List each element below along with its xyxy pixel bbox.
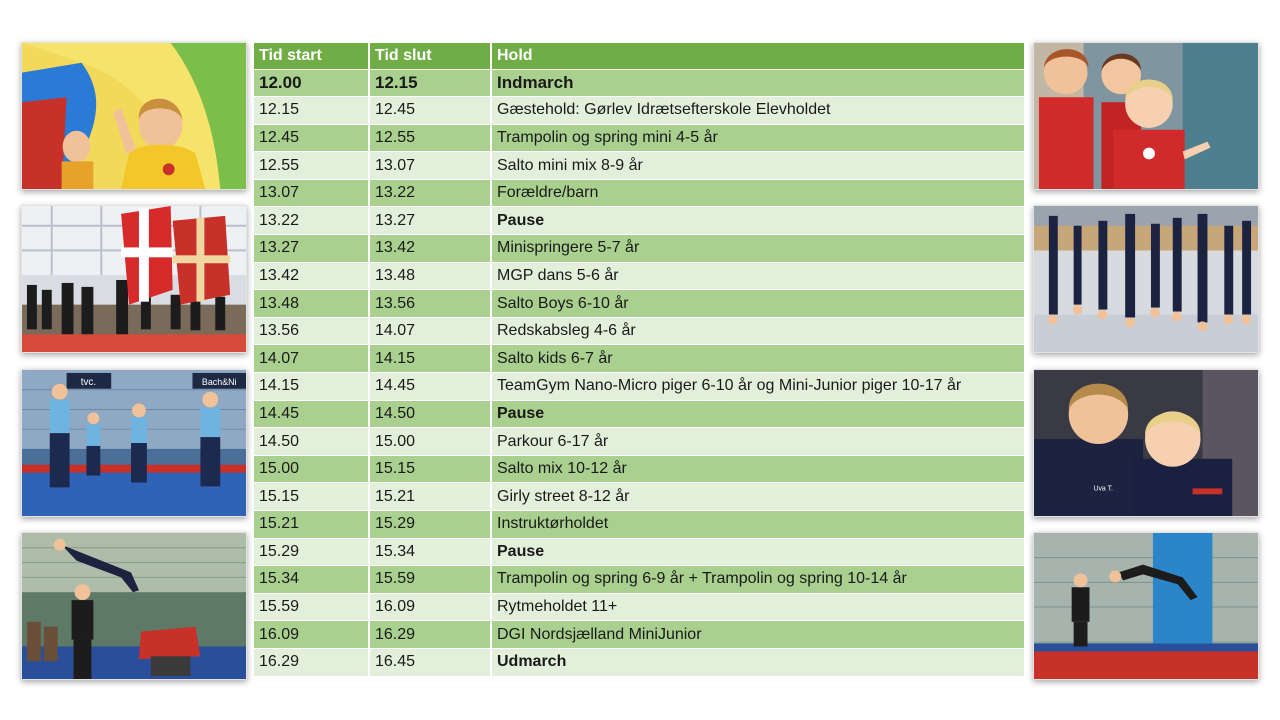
jacket-name-text: Uva T. <box>1093 485 1113 493</box>
cell-hold: Salto mini mix 8-9 år <box>491 152 1024 180</box>
cell-hold: Forældre/barn <box>491 179 1024 207</box>
cell-hold: Pause <box>491 538 1024 566</box>
table-row <box>254 593 1024 621</box>
cell-tid-start: 13.22 <box>254 207 369 235</box>
cell-tid-start: 15.34 <box>254 566 369 594</box>
schedule-table <box>254 43 1024 677</box>
table-row <box>254 235 1024 263</box>
cell-hold: Indmarch <box>491 69 1024 97</box>
cell-hold: Pause <box>491 400 1024 428</box>
cell-hold: Parkour 6-17 år <box>491 428 1024 456</box>
table-row <box>254 621 1024 649</box>
cell-tid-start: 13.56 <box>254 317 369 345</box>
photo-gymnasts-pose <box>21 369 247 517</box>
cell-tid-start: 13.07 <box>254 179 369 207</box>
table-row <box>254 400 1024 428</box>
cell-tid-slut: 15.00 <box>369 428 491 456</box>
cell-hold: Rytmeholdet 11+ <box>491 593 1024 621</box>
cell-hold: Udmarch <box>491 648 1024 676</box>
table-row <box>254 262 1024 290</box>
cell-tid-slut: 13.22 <box>369 179 491 207</box>
photo-backflip <box>1033 532 1259 680</box>
cell-tid-slut: 12.55 <box>369 124 491 152</box>
table-row <box>254 538 1024 566</box>
cell-tid-slut: 13.42 <box>369 235 491 263</box>
cell-hold: MGP dans 5-6 år <box>491 262 1024 290</box>
cell-tid-start: 13.27 <box>254 235 369 263</box>
cell-tid-slut: 16.45 <box>369 648 491 676</box>
cell-tid-slut: 13.48 <box>369 262 491 290</box>
table-row <box>254 566 1024 594</box>
header-hold: Hold <box>491 43 1024 69</box>
cell-hold: TeamGym Nano-Micro piger 6-10 år og Mini-Junior piger 10-17 år <box>491 373 1024 401</box>
cell-tid-slut: 14.50 <box>369 400 491 428</box>
cell-hold: Minispringere 5-7 år <box>491 235 1024 263</box>
table-row <box>254 511 1024 539</box>
cell-tid-start: 12.55 <box>254 152 369 180</box>
cell-hold: Gæstehold: Gørlev Idrætsefterskole Elevholdet <box>491 97 1024 125</box>
cell-tid-slut: 13.27 <box>369 207 491 235</box>
cell-hold: Pause <box>491 207 1024 235</box>
cell-tid-start: 15.59 <box>254 593 369 621</box>
cell-hold: Salto kids 6-7 år <box>491 345 1024 373</box>
table-row <box>254 124 1024 152</box>
cell-tid-slut: 15.59 <box>369 566 491 594</box>
photo-child-parachute <box>21 42 247 190</box>
cell-tid-start: 15.00 <box>254 455 369 483</box>
cell-tid-slut: 13.56 <box>369 290 491 318</box>
table-row <box>254 483 1024 511</box>
cell-tid-start: 13.42 <box>254 262 369 290</box>
cell-tid-start: 12.45 <box>254 124 369 152</box>
cell-tid-start: 14.07 <box>254 345 369 373</box>
banner-text-left: tvc. <box>80 376 97 388</box>
cell-tid-slut: 16.29 <box>369 621 491 649</box>
cell-tid-slut: 15.21 <box>369 483 491 511</box>
photo-handstands <box>1033 205 1259 353</box>
header-tid-slut: Tid slut <box>369 43 491 69</box>
cell-tid-start: 13.48 <box>254 290 369 318</box>
cell-tid-slut: 15.34 <box>369 538 491 566</box>
cell-hold: DGI Nordsjælland MiniJunior <box>491 621 1024 649</box>
cell-tid-start: 16.09 <box>254 621 369 649</box>
cell-tid-start: 12.15 <box>254 97 369 125</box>
table-row <box>254 455 1024 483</box>
cell-tid-slut: 14.07 <box>369 317 491 345</box>
cell-hold: Salto mix 10-12 år <box>491 455 1024 483</box>
cell-hold: Salto Boys 6-10 år <box>491 290 1024 318</box>
table-row <box>254 345 1024 373</box>
table-header-row <box>254 43 1024 69</box>
cell-hold: Girly street 8-12 år <box>491 483 1024 511</box>
cell-tid-slut: 14.15 <box>369 345 491 373</box>
table-row <box>254 69 1024 97</box>
cell-tid-slut: 15.15 <box>369 455 491 483</box>
photo-girls-funny-faces <box>1033 369 1259 517</box>
table-row <box>254 428 1024 456</box>
cell-hold: Redskabsleg 4-6 år <box>491 317 1024 345</box>
photo-handspring-vault <box>21 532 247 680</box>
cell-tid-slut: 12.15 <box>369 69 491 97</box>
table-row <box>254 97 1024 125</box>
header-tid-start: Tid start <box>254 43 369 69</box>
cell-tid-slut: 12.45 <box>369 97 491 125</box>
cell-tid-start: 15.15 <box>254 483 369 511</box>
cell-tid-slut: 16.09 <box>369 593 491 621</box>
table-row <box>254 152 1024 180</box>
cell-tid-start: 15.21 <box>254 511 369 539</box>
cell-hold: Trampolin og spring 6-9 år + Trampolin og spring 10-14 år <box>491 566 1024 594</box>
cell-hold: Trampolin og spring mini 4-5 år <box>491 124 1024 152</box>
cell-tid-start: 14.50 <box>254 428 369 456</box>
photo-flag-parade <box>21 205 247 353</box>
cell-hold: Instruktørholdet <box>491 511 1024 539</box>
cell-tid-start: 14.45 <box>254 400 369 428</box>
table-row <box>254 207 1024 235</box>
cell-tid-start: 15.29 <box>254 538 369 566</box>
schedule-body <box>254 69 1024 676</box>
cell-tid-start: 14.15 <box>254 373 369 401</box>
cell-tid-slut: 15.29 <box>369 511 491 539</box>
cell-tid-start: 16.29 <box>254 648 369 676</box>
table-row <box>254 317 1024 345</box>
cell-tid-slut: 14.45 <box>369 373 491 401</box>
cell-tid-slut: 13.07 <box>369 152 491 180</box>
banner-text-right: Bach&Ni <box>201 376 237 387</box>
table-row <box>254 290 1024 318</box>
cell-tid-start: 12.00 <box>254 69 369 97</box>
table-row <box>254 179 1024 207</box>
table-row <box>254 648 1024 676</box>
photo-girls-red-shirts <box>1033 42 1259 190</box>
table-row <box>254 373 1024 401</box>
